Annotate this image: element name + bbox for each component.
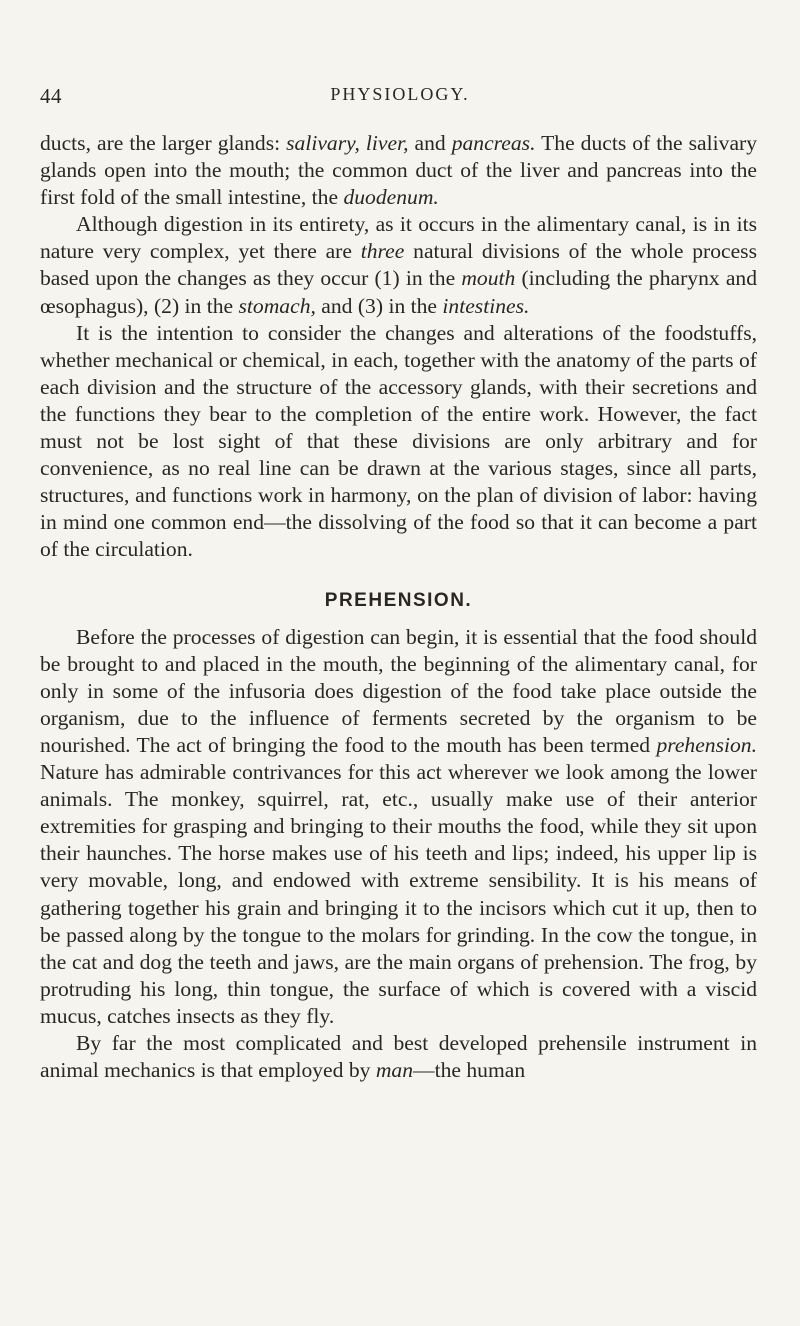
italic-term: stomach,: [238, 293, 316, 318]
body-text: [40, 130, 757, 1084]
paragraph: ducts, are the larger glands: salivary, liver, and pancreas. The ducts of the salivary glands open into the mouth; the common duct of the liver and pancreas into the first fold of the small intestine, the duodenum.: [40, 131, 758, 210]
italic-term: duodenum.: [343, 185, 439, 210]
page-header: [40, 84, 760, 114]
italic-term: three: [360, 239, 405, 264]
italic-term: pancreas.: [451, 131, 536, 155]
paragraph: Although digestion in its entirety, as it occurs in the alimentary canal, is in its nature very complex, yet there are three natural divisions of the whole process based upon the changes as they occur (1) in the mouth (including the pharynx and œsophagus), (2) in the stomach, and (3) in the intestines.: [40, 212, 757, 318]
running-head: PHYSIOLOGY.: [330, 84, 470, 104]
italic-term: prehension.: [656, 732, 757, 757]
italic-term: mouth: [461, 266, 516, 291]
section-heading: PREHENSION.: [324, 589, 473, 611]
italic-term: salivary, liver,: [286, 131, 409, 155]
paragraph: It is the intention to consider the changes and alterations of the foodstuffs, whether mechanical or chemical, in each, together with the anatomy of the parts of each division and the structure of the accessory glands, with their secretions and the functions they bear to the completion of the entire work. However, the fact must not be lost sight of that these divisions are only arbitrary and for convenience, as no real line can be drawn at the various stages, since all parts, structures, and functions work in harmony, on the plan of division of labor: having in mind one common end—the dissolving of the food so that it can become a part of the circulation.: [40, 320, 757, 562]
paragraph: By far the most complicated and best developed prehensile instrument in animal mechanics is that employed by man—the human: [40, 1031, 757, 1083]
italic-term: man: [375, 1058, 414, 1083]
page-number: 44: [40, 84, 62, 108]
paragraph: Before the processes of digestion can begin, it is essential that the food should be brought to and placed in the mouth, the beginning of the alimentary canal, for only in some of the infusoria does digestion of the food take place outside the organism, due to the influence of ferments secreted by the organism to be nourished. The act of bringing the food to the mouth has been termed prehension. Nature has admirable contrivances for this act wherever we look among the lower animals. The monkey, squirrel, rat, etc., usually make use of their anterior extremities for grasping and bringing to their mouths the food, while they sit upon their haunches. The horse makes use of his teeth and lips; indeed, his upper lip is very movable, long, and endowed with extreme sensibility. It is his means of gathering together his grain and bringing it to the incisors which cut it up, then to be passed along by the tongue to the molars for grinding. In the cow the tongue, in the cat and dog the teeth and jaws, are the main organs of prehension. The frog, by protruding his long, thin tongue, the surface of which is covered with a viscid mucus, catches insects as they fly.: [40, 624, 757, 1028]
italic-term: intestines.: [442, 293, 530, 318]
